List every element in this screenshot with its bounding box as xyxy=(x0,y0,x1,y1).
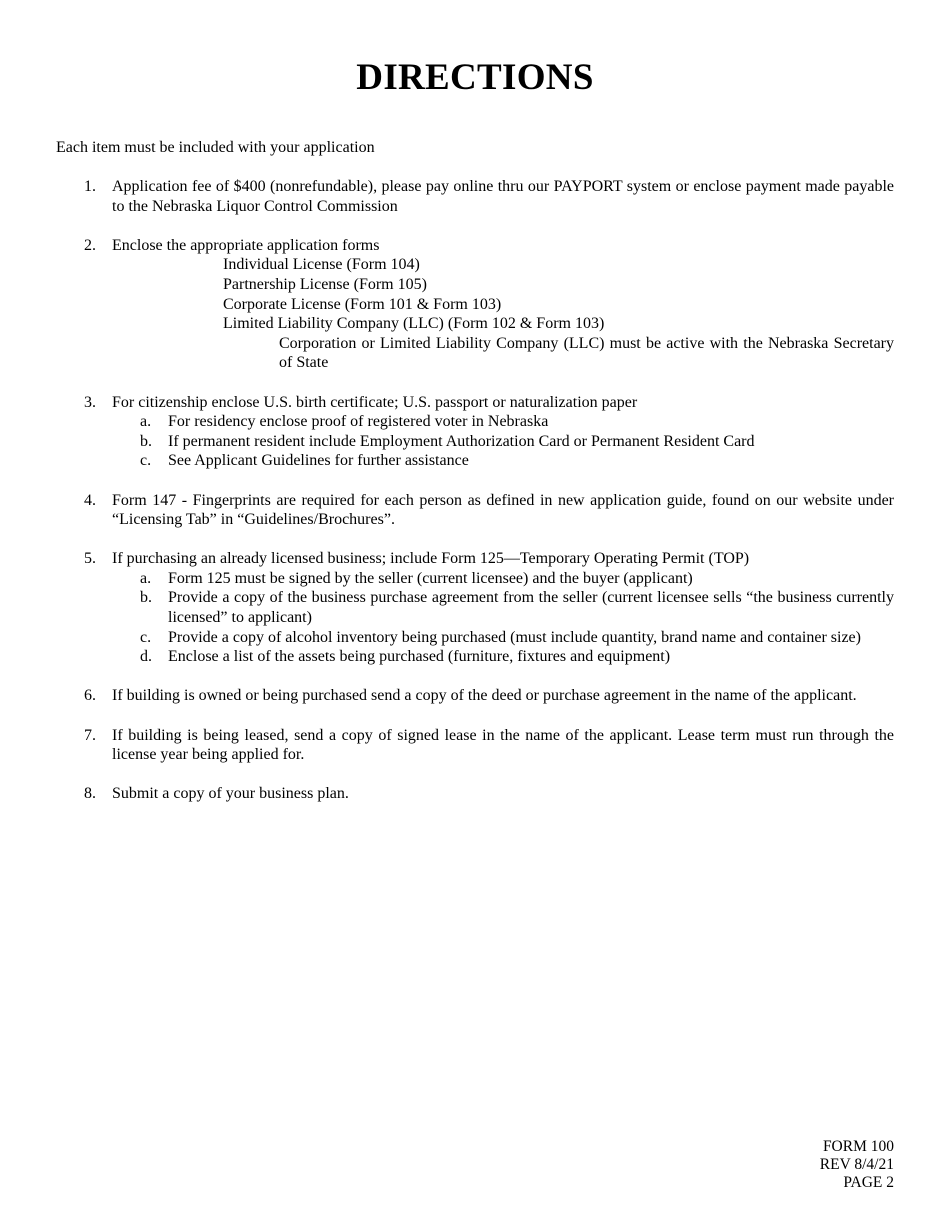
sub-item-text: If permanent resident include Employment Authorization Card or Permanent Resident Card xyxy=(168,432,755,450)
list-item xyxy=(84,549,894,667)
list-item xyxy=(84,686,894,706)
sub-item-text: Provide a copy of the business purchase agreement from the seller (current licensee sells “the business currently licensed” to applicant) xyxy=(168,589,894,627)
sub-item xyxy=(112,647,894,667)
sub-item-text: Form 125 must be signed by the seller (current licensee) and the buyer (applicant) xyxy=(168,569,693,587)
sub-item xyxy=(112,569,894,589)
sub-item-text: Enclose a list of the assets being purchased (furniture, fixtures and equipment) xyxy=(168,648,671,666)
item-note: Corporation or Limited Liability Company (LLC) must be active with the Nebraska Secretary of State xyxy=(279,334,894,372)
sub-item xyxy=(112,588,894,627)
form-option: Partnership License (Form 105) xyxy=(223,275,427,293)
list-item xyxy=(84,726,894,765)
item-number: 1. xyxy=(84,178,96,195)
sub-item-letter: c. xyxy=(140,628,152,646)
sub-item-letter: c. xyxy=(140,452,152,470)
item-number: 2. xyxy=(84,236,96,254)
item-number: 6. xyxy=(84,687,96,705)
page-number: PAGE 2 xyxy=(843,1174,894,1191)
revision-date: REV 8/4/21 xyxy=(819,1156,894,1173)
directions-list xyxy=(84,177,894,824)
sub-item-text: Provide a copy of alcohol inventory being purchased (must include quantity, brand name and container size) xyxy=(168,628,861,646)
sub-item xyxy=(112,432,894,452)
item-text: If building is owned or being purchased send a copy of the deed or purchase agreement in the name of the applicant. xyxy=(112,687,857,705)
item-text: For citizenship enclose U.S. birth certificate; U.S. passport or naturalization paper xyxy=(112,393,638,411)
item-number: 5. xyxy=(84,550,96,568)
page-title: DIRECTIONS xyxy=(356,57,594,98)
list-item xyxy=(84,393,894,471)
item-number: 7. xyxy=(84,726,96,744)
sub-item-letter: a. xyxy=(140,569,152,587)
item-number: 4. xyxy=(84,491,96,509)
item-text: Application fee of $400 (nonrefundable), please pay online thru our PAYPORT system or enclose payment made payable to the Nebraska Liquor Control Commission xyxy=(112,178,894,215)
sub-item-letter: d. xyxy=(140,648,152,666)
form-footer xyxy=(820,1138,894,1192)
item-text: Form 147 - Fingerprints are required for each person as defined in new application guide, found on our website under “Licensing Tab” in “Guidelines/Brochures”. xyxy=(112,491,894,529)
form-option: Corporate License (Form 101 & Form 103) xyxy=(223,295,502,313)
sub-item-letter: b. xyxy=(140,589,152,607)
item-text: If building is being leased, send a copy of signed lease in the name of the applicant. Lease term must run through the license year being applied for. xyxy=(112,726,894,764)
sub-item xyxy=(112,412,894,432)
item-text: Submit a copy of your business plan. xyxy=(112,785,349,803)
sub-item-text: See Applicant Guidelines for further assistance xyxy=(168,452,469,470)
form-option: Individual License (Form 104) xyxy=(223,256,420,274)
sub-item-letter: b. xyxy=(140,432,152,450)
item-text: If purchasing an already licensed business; include Form 125—Temporary Operating Permit (TOP) xyxy=(112,550,750,568)
item-number: 8. xyxy=(84,785,96,803)
intro-text: Each item must be included with your application xyxy=(56,139,375,156)
sub-item xyxy=(112,628,894,648)
list-item xyxy=(84,236,894,373)
form-option: Limited Liability Company (LLC) (Form 102 & Form 103) xyxy=(223,315,605,333)
sub-item-text: For residency enclose proof of registered voter in Nebraska xyxy=(168,413,549,431)
sub-item-letter: a. xyxy=(140,413,152,431)
sub-item xyxy=(112,451,894,471)
item-text: Enclose the appropriate application forms xyxy=(112,236,380,254)
list-item xyxy=(84,784,894,804)
list-item xyxy=(84,491,894,530)
item-number: 3. xyxy=(84,393,96,411)
list-item xyxy=(84,177,894,216)
form-number: FORM 100 xyxy=(822,1138,894,1155)
